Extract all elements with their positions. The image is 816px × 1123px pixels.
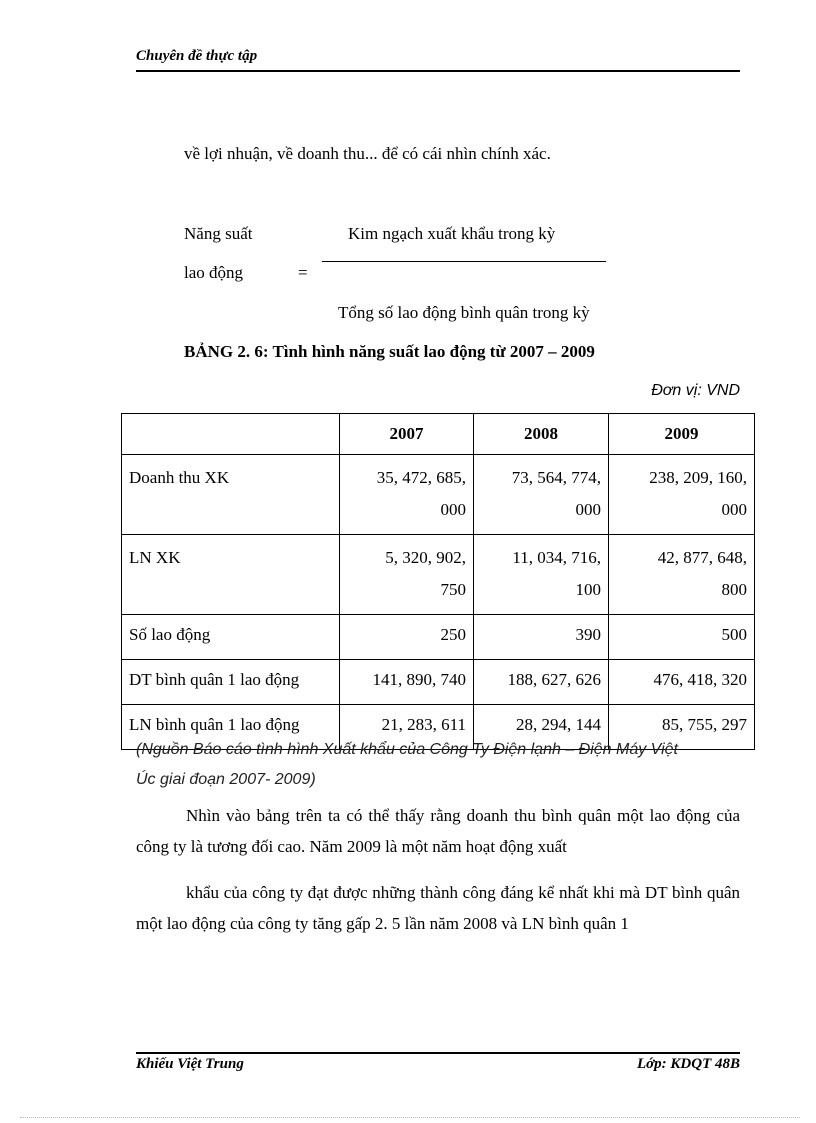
table-cell: 500 [609,615,755,660]
table-row [122,660,755,705]
table-header-cell: 2009 [609,414,755,455]
table-cell: 85, 755, 297 [609,705,755,750]
table-cell [609,535,755,615]
intro-line: về lợi nhuận, về doanh thu... để có cái nhìn chính xác. [184,144,551,163]
body-paragraph: khẩu của công ty đạt được những thành công đáng kể nhất khi mà DT bình quân một lao động của công ty tăng gấp 2. 5 lần năm 2008 và LN bình quân 1 [136,883,740,933]
table-row [122,535,755,615]
formula-lhs-top: Năng suất [184,224,253,243]
cell-line: 11, 034, 716, [512,548,601,567]
row-label: Số lao động [122,615,340,660]
cell-line: 5, 320, 902, [385,548,466,567]
table-cell: 250 [340,615,474,660]
table-cell [340,455,474,535]
source-note [136,735,746,795]
cell-line: 000 [721,500,747,519]
cell-line: 800 [721,580,747,599]
row-label: LN bình quân 1 lao động [122,705,340,750]
page-header-title: Chuyên đề thực tập [136,48,258,64]
table-header-cell: 2007 [340,414,474,455]
table-cell: 141, 890, 740 [340,660,474,705]
table-cell: 188, 627, 626 [474,660,609,705]
table-title: BẢNG 2. 6: Tình hình năng suất lao động từ 2007 – 2009 [184,342,595,361]
table-row [122,615,755,660]
table-cell [340,535,474,615]
cell-line: 100 [575,580,601,599]
source-line: Úc giai đoạn 2007- 2009) [136,771,316,788]
cell-line: 750 [440,580,466,599]
table-cell: 476, 418, 320 [609,660,755,705]
table-header-cell: 2008 [474,414,609,455]
cell-line: 000 [440,500,466,519]
body-paragraph: Nhìn vào bảng trên ta có thể thấy rằng doanh thu bình quân một lao động của công ty là tương đối cao. Năm 2009 là một năm hoạt động xuất [136,806,740,856]
table-cell [474,535,609,615]
productivity-table [121,413,755,750]
table-header-cell [122,414,340,455]
table-cell: 21, 283, 611 [340,705,474,750]
table-cell [609,455,755,535]
table-cell [474,455,609,535]
cell-line: 42, 877, 648, [657,548,747,567]
row-label: LN XK [122,535,340,615]
unit-label: Đơn vị: VND [651,382,740,399]
cell-line: 000 [575,500,601,519]
footer-author: Khiếu Việt Trung [136,1056,244,1072]
header-rule [136,70,740,72]
table-header-row [122,414,755,455]
footer-rule [136,1052,740,1054]
fraction-line [322,261,606,262]
table-cell: 28, 294, 144 [474,705,609,750]
row-label: Doanh thu XK [122,455,340,535]
formula-lhs-bottom: lao động [184,263,244,282]
footer-class: Lớp: KDQT 48B [636,1056,740,1072]
row-label: DT bình quân 1 lao động [122,660,340,705]
table-row [122,455,755,535]
cell-line: 35, 472, 685, [376,468,466,487]
formula-numerator: Kim ngạch xuất khẩu trong kỳ [348,224,556,243]
formula-equals: = [298,263,308,282]
cell-line: 238, 209, 160, [649,468,747,487]
source-line: (Nguồn Báo cáo tình hình Xuất khẩu của Công Ty Điện lạnh – Điện Máy Việt [136,741,678,758]
page-bottom-dotted-line [20,1117,800,1118]
table-cell: 390 [474,615,609,660]
formula-denominator: Tổng số lao động bình quân trong kỳ [338,303,590,322]
cell-line: 73, 564, 774, [511,468,601,487]
